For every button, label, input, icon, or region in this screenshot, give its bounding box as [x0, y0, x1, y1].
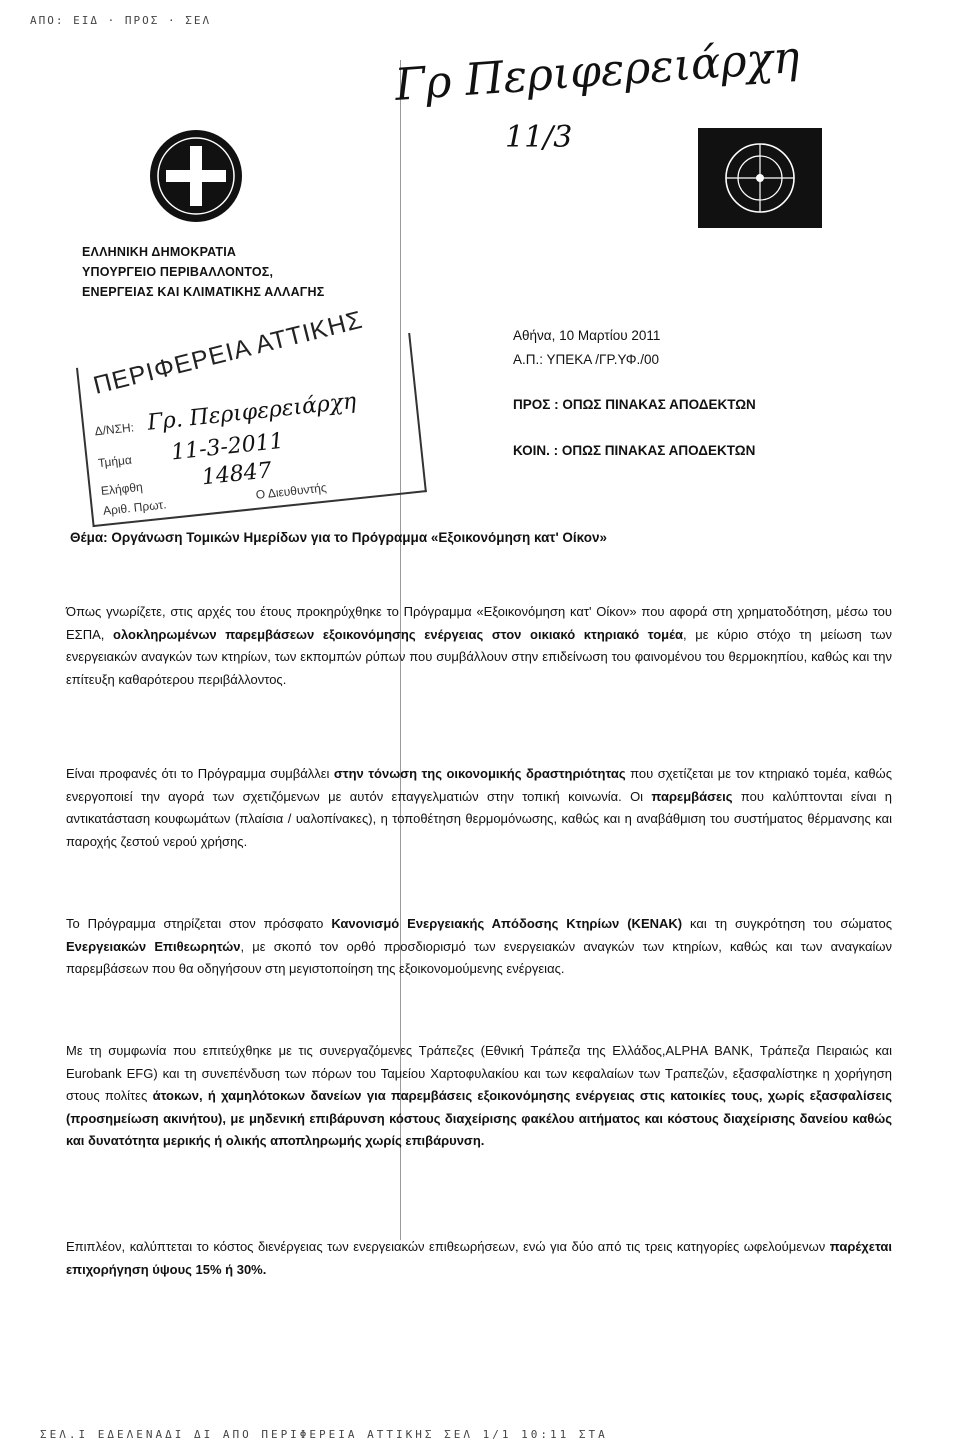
p1-text-c: , με κύριο στόχο τη μείωση των ενεργειακών αναγκών των κτηρίων, των εκπομπών ρύπων που συμβάλλουν στην επιδείνωση του φαινομένου του θερμοκηπίου, καθώς και την επίτευξη καθαρότερου περιβάλλοντος.: [66, 626, 892, 687]
p3-bold-b: Κανονισμό Ενεργειακής Απόδοσης Κτηρίων (ΚΕΝΑΚ): [331, 916, 683, 931]
fax-header: ΑΠΟ: ΕΙΔ · ΠΡΟΣ · ΣΕΛ: [30, 14, 212, 27]
p1-text-a: Όπως γνωρίζετε, στις αρχές του έτους προκηρύχθηκε το Πρόγραμμα «Εξοικονόμηση κατ' Οίκον» που αφορά στη χρηματοδότηση, μέσω του ΕΣΠΑ,: [66, 604, 892, 642]
p2-bold-d: παρεμβάσεις: [651, 788, 733, 804]
ministry-line-3: ΕΝΕΡΓΕΙΑΣ ΚΑΙ ΚΛΙΜΑΤΙΚΗΣ ΑΛΛΑΓΗΣ: [82, 285, 325, 299]
p3-text-e: , με σκοπό τον ορθό προσδιορισμό των ενεργειακών αναγκών των κτηρίων, καθώς και των αναγκαίων παρεμβάσεων που θα οδηγήσουν στη μεγιστοποίηση της εξοικονομούμενης ενέργειας.: [66, 938, 892, 976]
p2-bold-b: στην τόνωση της οικονομικής δραστηριότητας: [333, 766, 626, 781]
p5-text-a: Επιπλέον, καλύπτεται το κόστος διενέργειας των ενεργειακών επιθεωρήσεων, ενώ για δύο από τις τρεις κατηγορίες ωφελούμενων: [66, 1239, 830, 1254]
body-paragraph-4: [66, 1040, 892, 1153]
p5-bold-b: παρέχεται επιχορήγηση ύψους 15% ή 30%.: [66, 1239, 892, 1277]
protocol-number: Α.Π.: ΥΠΕΚΑ /ΓΡ.ΥΦ./00: [513, 352, 660, 367]
ministry-line-1: ΕΛΛΗΝΙΚΗ ΔΗΜΟΚΡΑΤΙΑ: [82, 245, 237, 259]
stamp-label-tmima: Τμήμα: [97, 452, 133, 471]
recipients-cc: ΚΟΙΝ. : ΟΠΩΣ ΠΙΝΑΚΑΣ ΑΠΟΔΕΚΤΩΝ: [513, 443, 756, 458]
body-paragraph-3: [66, 913, 892, 981]
subject-label: Θέμα:: [70, 530, 108, 545]
stamp-label-arprot: Αριθ. Πρωτ.: [102, 497, 168, 518]
stamp-title: ΠΕΡΙΦΕΡΕΙΑ ΑΤΤΙΚΗΣ: [90, 305, 366, 400]
stamp-row-dnsi: [93, 389, 357, 441]
ministry-line-2: ΥΠΟΥΡΓΕΙΟ ΠΕΡΙΒΑΛΛΟΝΤΟΣ,: [82, 265, 274, 279]
p3-bold-d: Ενεργειακών Επιθεωρητών: [66, 938, 241, 954]
receipt-stamp: [76, 305, 427, 527]
p4-text-a: Με τη συμφωνία που επιτεύχθηκε με τις συνεργαζόμενες Τράπεζες (Εθνική Τράπεζα της Ελλάδος,ALPHA BANK, Τράπεζα Πειραιώς και Eurobank EFG) και τη συνεπένδυση των πόρων του Ταμείου Χαρτοφυλακίου και των κεφαλαίων των Τραπεζών, εξασφαλίστηκε η χορήγηση στους πολίτες: [66, 1043, 892, 1103]
subject-text: Οργάνωση Τομικών Ημερίδων για το Πρόγραμμα «Εξοικονόμηση κατ' Οίκον»: [111, 530, 607, 545]
fax-footer: ΣΕΛ.Ι ΕΔΕΛΕΝΑΔΙ ΔΙ ΑΠΟ ΠΕΡΙΦΕΡΕΙΑ ΑΤΤΙΚΗΣ ΣΕΛ 1/1 10:11 ΣΤΑ: [40, 1428, 608, 1441]
p2-text-a: Είναι προφανές ότι το Πρόγραμμα συμβάλλει: [66, 766, 334, 781]
p3-text-a: Το Πρόγραμμα στηρίζεται στον πρόσφατο: [66, 916, 332, 931]
body-paragraph-1: [66, 601, 892, 691]
stamp-value-tmima: 11-3-2011: [169, 428, 285, 466]
handwritten-note: Γρ Περιφερειάρχη: [393, 31, 802, 111]
stamp-value-dnsi: Γρ. Περιφερειάρχη: [146, 388, 358, 436]
stamp-value-elifthi: 14847: [200, 458, 273, 491]
recipients-to: ΠΡΟΣ : ΟΠΩΣ ΠΙΝΑΚΑΣ ΑΠΟΔΕΚΤΩΝ: [513, 397, 756, 412]
stamp-label-dnsi: Δ/ΝΣΗ:: [93, 420, 135, 439]
body-paragraph-2: [66, 763, 892, 853]
p1-bold-b: ολοκληρωμένων παρεμβάσεων εξοικονόμησης ενέργειας στον οικιακό κτηριακό τομέα: [113, 626, 683, 642]
p2-text-e: που καλύπτονται είναι η αντικατάσταση κουφωμάτων (πλαίσια / υαλοπίνακες), η τοποθέτηση θερμομόνωσης, καθώς και η αναβάθμιση του συστήματος θέρμανσης και παροχής ζεστού νερού χρήσης.: [66, 788, 892, 849]
greek-emblem-icon: [148, 128, 244, 229]
p4-bold-b: άτοκων, ή χαμηλότοκων δανείων για παρεμβάσεις εξοικονόμησης ενέργειας στις κατοικίες τους, χωρίς εξασφαλίσεις (προσημείωση ακινήτου), με μηδενική επιβάρυνση κόστους διαχείρισης φακέλου αιτήματος και κόστους διαχείρισης δανείου καθώς και δυνατότητα μερικής ή ολικής αποπληρωμής χωρίς επιβάρυνση.: [66, 1088, 893, 1148]
document-date: Αθήνα, 10 Μαρτίου 2011: [513, 328, 661, 343]
eu-logo-icon: [698, 128, 822, 233]
subject-line: [70, 530, 607, 545]
body-paragraph-5: [66, 1236, 892, 1281]
p3-text-c: και τη συγκρότηση του σώματος: [682, 916, 892, 931]
handwritten-note-date: 11/3: [505, 120, 573, 155]
stamp-label-dieuth: Ο Διευθυντής: [255, 480, 328, 502]
ministry-header: [82, 242, 324, 302]
p2-text-c: που σχετίζεται με τον κτηριακό τομέα, καθώς ενεργοποιεί την αγορά των σχετιζόμενων με αυτόν επαγγελματιών στην τοπική κοινωνία. Οι: [66, 766, 892, 804]
stamp-label-elifthi: Ελήφθη: [100, 479, 144, 499]
